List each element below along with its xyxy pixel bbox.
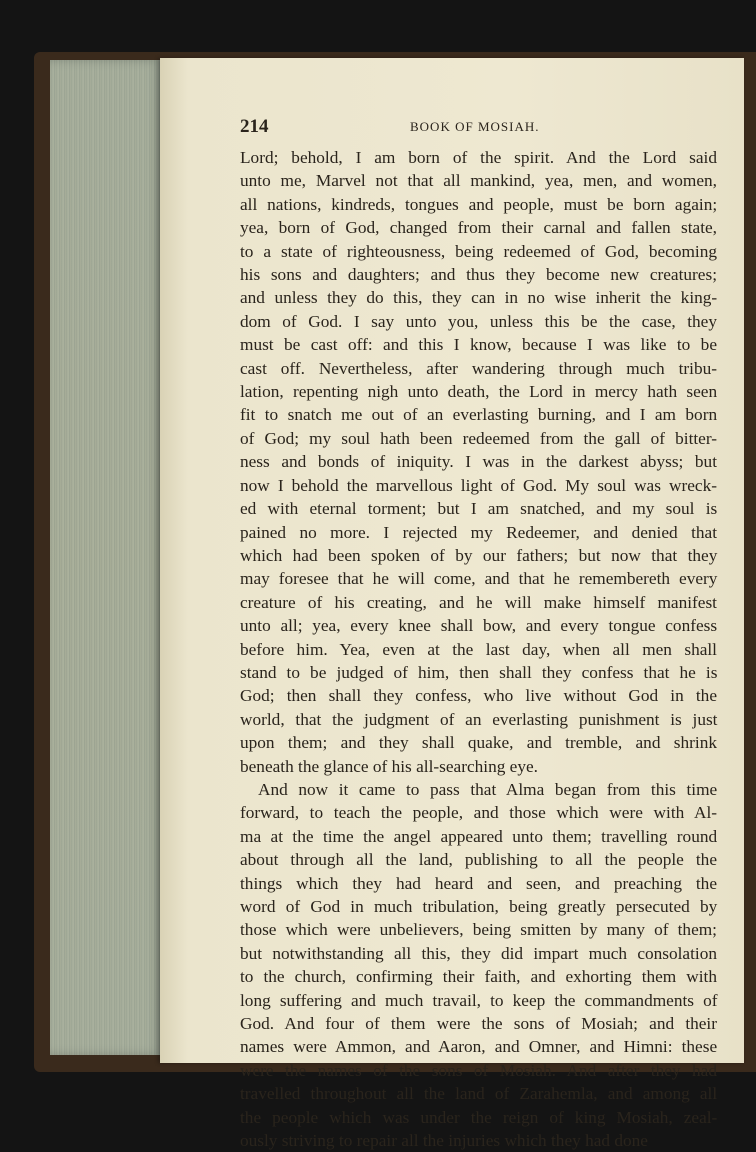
text-line: his sons and daughters; and thus they become new creatures; <box>240 265 717 285</box>
page-edges <box>50 60 162 1055</box>
text-line: pained no more. I rejected my Redeemer, and denied that <box>240 522 717 542</box>
text-line: all nations, kindreds, tongues and people, must be born again; <box>240 194 718 214</box>
text-line: ously striving to repair all the injuries which they had done <box>240 1131 648 1151</box>
text-line: beneath the glance of his all-searching eye. <box>240 756 538 776</box>
text-line: creature of his creating, and he will make himself manifest <box>240 592 717 612</box>
text-line: before him. Yea, even at the last day, when all men shall <box>240 639 717 659</box>
text-line: travelled throughout all the land of Zarahemla, and among all <box>240 1084 718 1104</box>
text-line: And now it came to pass that Alma began from this time <box>258 779 718 799</box>
book-page <box>160 58 744 1151</box>
text-line: to a state of righteousness, being redeemed of God, becoming <box>240 241 717 261</box>
text-line: ma at the time the angel appeared unto them; travelling round <box>240 826 718 846</box>
text-line: dom of God. I say unto you, unless this be the case, they <box>240 311 717 331</box>
text-line: those which were unbelievers, being smitten by many of them; <box>240 920 717 940</box>
text-line: fit to snatch me out of an everlasting burning, and I am born <box>240 405 718 425</box>
text-line: may foresee that he will come, and that he remembereth every <box>240 569 718 589</box>
text-line: stand to be judged of him, then shall they confess that he is <box>240 662 718 682</box>
text-line: which had been spoken of by our fathers; but now that they <box>240 545 718 565</box>
text-line: unto all; yea, every knee shall bow, and every tongue confess <box>240 616 718 636</box>
text-line: must be cast off: and this I know, because I was like to be <box>240 335 717 355</box>
text-line: long suffering and much travail, to keep the commandments of <box>240 990 718 1010</box>
running-head <box>240 116 710 140</box>
page-number: 214 <box>240 116 269 137</box>
text-line: cast off. Nevertheless, after wandering through much tribu- <box>240 358 717 378</box>
text-line: things which they had heard and seen, and preaching the <box>240 873 717 893</box>
text-line: of God; my soul hath been redeemed from the gall of bitter- <box>240 428 717 448</box>
text-line: word of God in much tribulation, being greatly persecuted by <box>240 897 718 916</box>
text-line: forward, to teach the people, and those which were with Al- <box>240 803 717 823</box>
text-line: but notwithstanding all this, they did impart much consolation <box>240 943 717 963</box>
text-line: to the church, confirming their faith, and exhorting them with <box>240 967 717 987</box>
text-line: the people which was under the reign of king Mosiah, zeal- <box>240 1107 718 1127</box>
text-line: Lord; behold, I am born of the spirit. And the Lord said <box>240 148 717 167</box>
text-line: yea, born of God, changed from their carnal and fallen state, <box>240 218 717 238</box>
text-line: about through all the land, publishing to all the people the <box>240 850 717 870</box>
running-title: BOOK OF MOSIAH. <box>410 119 540 134</box>
text-line: unto me, Marvel not that all mankind, yea, men, and women, <box>240 171 717 191</box>
text-line: were the names of the sons of Mosiah. And after they had <box>240 1060 717 1080</box>
text-line: upon them; and they shall quake, and tremble, and shrink <box>240 733 717 753</box>
text-line: God; then shall they confess, who live without God in the <box>240 686 717 706</box>
text-line: world, that the judgment of an everlasting punishment is just <box>240 709 718 729</box>
text-line: and unless they do this, they can in no wise inherit the king- <box>240 288 718 308</box>
text-line: ness and bonds of iniquity. I was in the darkest abyss; but <box>240 452 717 472</box>
paragraph <box>240 146 717 778</box>
text-line: names were Ammon, and Aaron, and Omner, and Himni: these <box>240 1037 718 1057</box>
text-line: now I behold the marvellous light of God. My soul was wreck- <box>240 475 717 495</box>
text-line: lation, repenting nigh unto death, the Lord in mercy hath seen <box>240 382 718 402</box>
text-line: ed with eternal torment; but I am snatched, and my soul is <box>240 499 718 519</box>
body-text <box>240 146 717 1152</box>
paragraph <box>240 778 717 1152</box>
text-line: God. And four of them were the sons of Mosiah; and their <box>240 1014 717 1034</box>
